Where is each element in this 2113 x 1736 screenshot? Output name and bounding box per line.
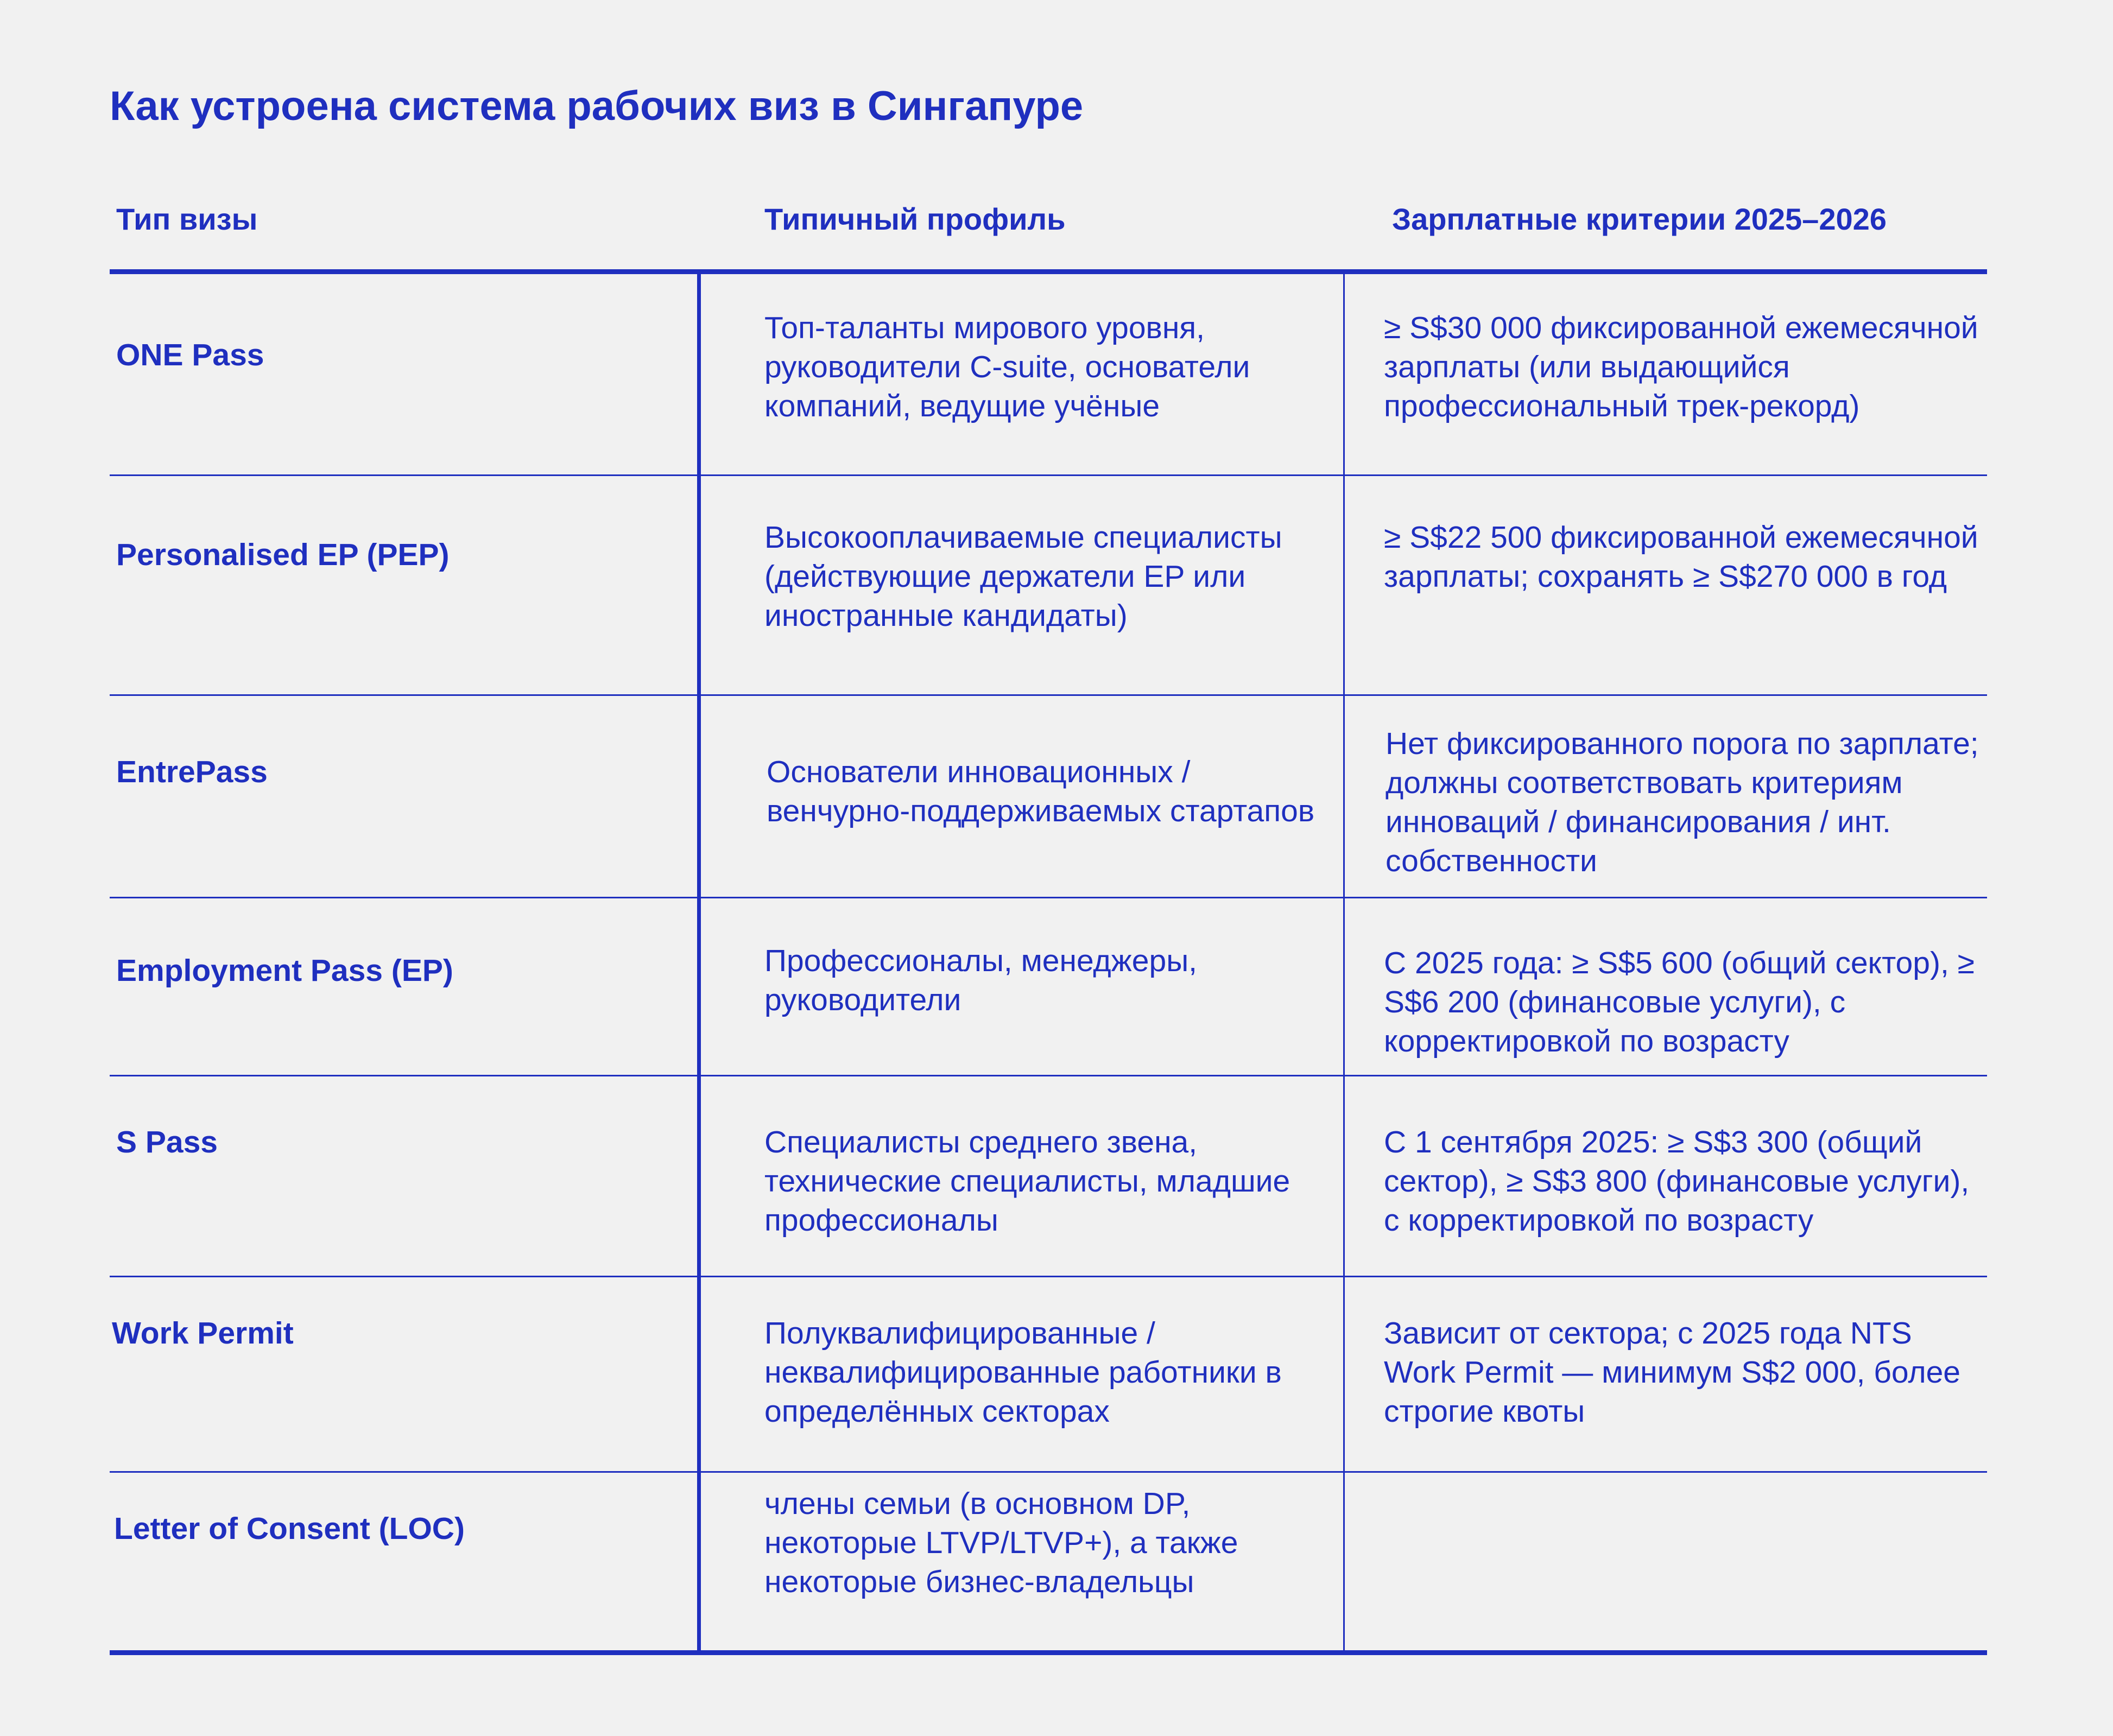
criteria-cell: ≥ S$30 000 фиксированной ежемесячной зарплаты (или выдающийся профессиональный трек-рекорд) — [1384, 311, 1978, 423]
row-divider — [110, 694, 1987, 696]
criteria-cell: С 1 сентября 2025: ≥ S$3 300 (общий сектор), ≥ S$3 800 (финансовые услуги), с корректировкой по возрасту — [1384, 1125, 1970, 1238]
column-divider-secondary — [1343, 274, 1345, 1652]
row-divider — [110, 897, 1987, 898]
profile-cell: Профессионалы, менеджеры, руководители — [764, 943, 1197, 1017]
visa-type-cell: ONE Pass — [116, 338, 264, 372]
table-bottom-border — [110, 1650, 1987, 1655]
profile-cell: Полуквалифицированные / неквалифицированные работники в определённых секторах — [764, 1316, 1282, 1429]
column-header-salary-criteria: Зарплатные критерии 2025–2026 — [1392, 202, 1887, 236]
row-divider — [110, 1276, 1987, 1277]
profile-cell: Топ-таланты мирового уровня, руководители C-suite, основатели компаний, ведущие учёные — [764, 311, 1250, 423]
visa-type-cell: Letter of Consent (LOC) — [114, 1511, 465, 1546]
criteria-cell: ≥ S$22 500 фиксированной ежемесячной зарплаты; сохранять ≥ S$270 000 в год — [1384, 520, 1978, 594]
profile-cell: Основатели инновационных / венчурно-поддерживаемых стартапов — [767, 755, 1315, 828]
column-header-typical-profile: Типичный профиль — [764, 202, 1066, 236]
column-divider-main — [697, 274, 701, 1652]
visa-type-cell: EntrePass — [116, 755, 268, 789]
row-divider — [110, 1471, 1987, 1473]
column-header-visa-type: Тип визы — [116, 202, 258, 236]
header-divider — [110, 269, 1987, 274]
page-title: Как устроена система рабочих виз в Сингапуре — [110, 83, 1084, 129]
profile-cell: Специалисты среднего звена, технические специалисты, младшие профессионалы — [764, 1125, 1290, 1238]
profile-cell: Высокооплачиваемые специалисты (действующие держатели EP или иностранные кандидаты) — [764, 520, 1282, 633]
visa-type-cell: Work Permit — [112, 1316, 294, 1351]
criteria-cell: С 2025 года: ≥ S$5 600 (общий сектор), ≥ S$6 200 (финансовые услуги), с корректировкой по возрасту — [1384, 946, 1975, 1059]
row-divider — [110, 1075, 1987, 1076]
visa-type-cell: Personalised EP (PEP) — [116, 537, 450, 572]
row-divider — [110, 474, 1987, 476]
criteria-cell: Нет фиксированного порога по зарплате; должны соответствовать критериям инноваций / финансирования / инт. собственности — [1386, 726, 1979, 878]
criteria-cell: Зависит от сектора; с 2025 года NTS Work Permit — минимум S$2 000, более строгие квоты — [1384, 1316, 1960, 1429]
profile-cell: члены семьи (в основном DP, некоторые LTVP/LTVP+), а также некоторые бизнес-владельцы — [764, 1486, 1238, 1599]
visa-type-cell: Employment Pass (EP) — [116, 953, 453, 988]
visa-type-cell: S Pass — [116, 1125, 218, 1160]
